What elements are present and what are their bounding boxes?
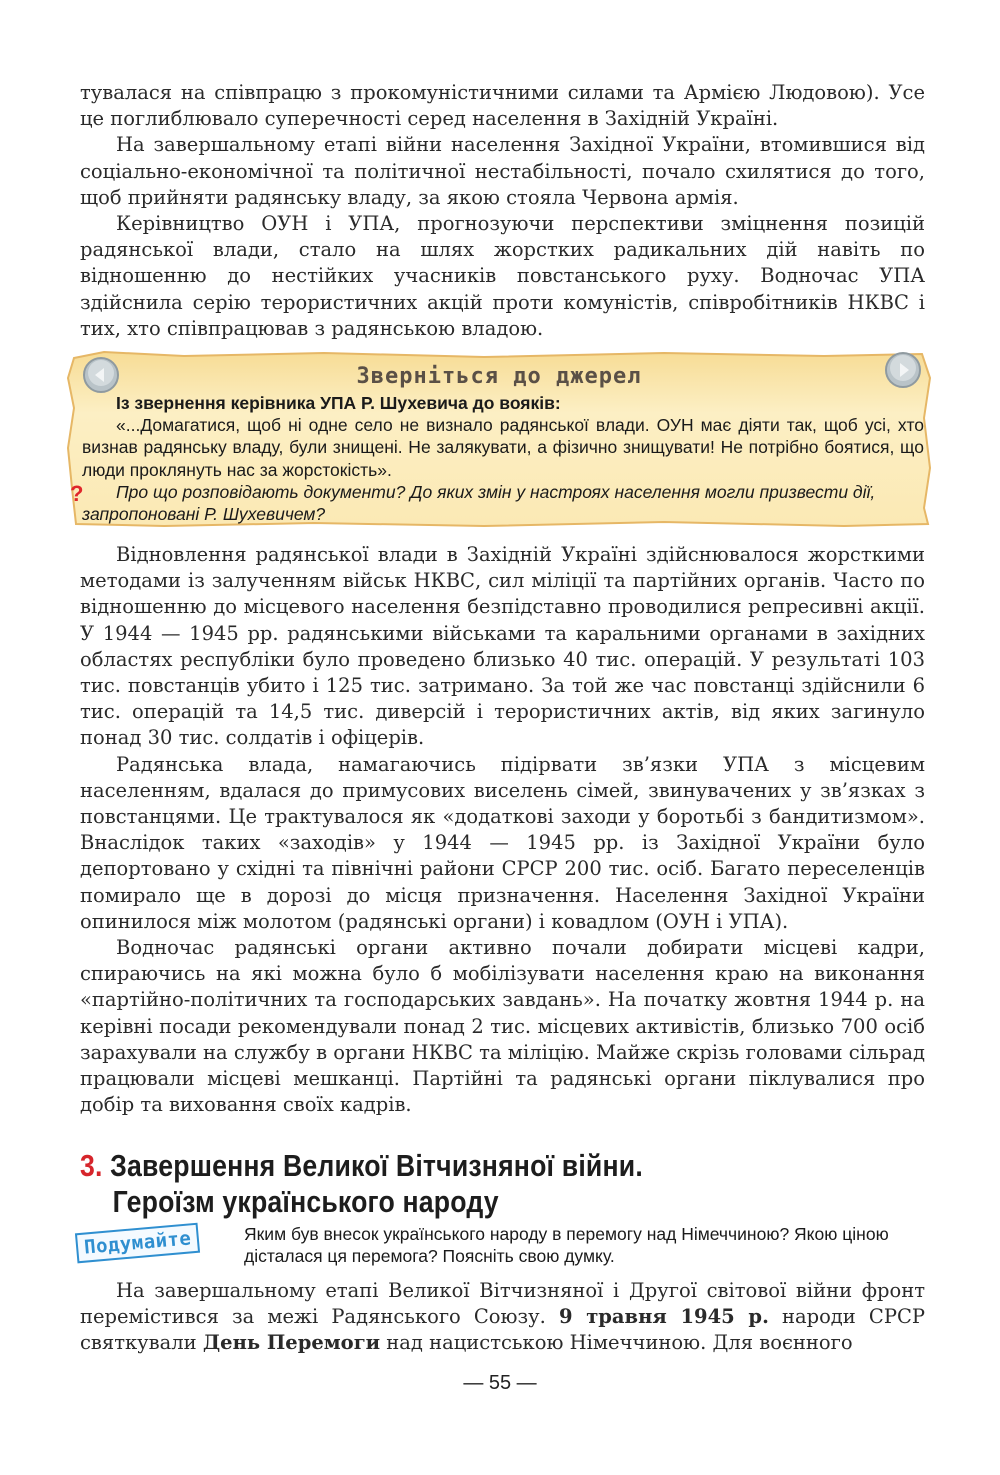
text-run: народи СРСР святкували: [80, 1305, 925, 1355]
text-run: над нацистською Німеччиною. Для воєнного: [380, 1331, 853, 1355]
paragraph: Керівництво ОУН і УПА, прогнозуючи перспективи зміцнення позицій радянської влади, стало на шлях жорстких радикальних дій навіть по відношенню до нестійких учасників повстанського руху. Водночас УПА здійснила серію терористичних акцій проти комуністів, співробітників НКВС і тих, хто співпрацював з радянською владою.: [80, 212, 925, 340]
source-quote: «...Домагатися, щоб ні одне село не визнало радянської влади. ОУН має діяти так, щоб усі, хто визнав радянську владу, були знищені. Не залякувати, а фізично знищувати! Не потрібно боятися, що люди проклянуть нас за жорстокість».: [82, 415, 924, 480]
prev-arrow-icon: [81, 355, 121, 395]
paragraph: Водночас радянські органи активно почали добирати місцеві кадри, спираючись на які можна було б мобілізувати населення краю на виконання «партійно-політичних та господарських завдань». На початку жовтня 1944 р. на керівні посади рекомендували понад 2 тис. місцевих активістів, близько 700 осіб зарахували на службу в органи НКВС та міліцію. Майже скрізь головами сільрад працювали місцеві мешканці. Партійні та радянські органи піклувалися про добір та виховання своїх кадрів.: [80, 936, 925, 1117]
question-mark-icon: ?: [70, 481, 84, 506]
source-heading: Із звернення керівника УПА Р. Шухевича до вояків:: [116, 393, 561, 413]
paragraph: Відновлення радянської влади в Західній Україні здійснювалося жорсткими методами із залученням військ НКВС, сил міліції та партійних органів. Часто по відношенню до місцевого населення безпідставно проводилися репресивні акції. У 1944 — 1945 рр. радянськими військами та каральними органами в західних областях республіки було проведено близько 40 тис. операцій. У результаті 103 тис. повстанців убито і 125 тис. затримано. За той же час повстанці здійснили 6 тис. операцій та 14,5 тис. диверсій і терористичних актів, від яких загинуло понад 30 тис. солдатів і офіцерів.: [80, 543, 925, 750]
source-box: [64, 348, 934, 530]
source-content: [82, 392, 924, 525]
think-question: Яким був внесок українського народу в перемогу над Німеччиною? Якою ціною дісталася ця перемога? Поясніть свою думку.: [244, 1224, 889, 1266]
section-heading: [80, 1148, 802, 1220]
source-question: Про що розповідають документи? До яких змін у настроях населення могли призвести дії, запропоновані Р. Шухевичем?: [82, 481, 876, 525]
paragraph: На завершальному етапі війни населення Західної України, втомившися від соціально-економічної та політичної нестабільності, почало схилятися до того, щоб прийняти радянську владу, за якою стояла Червона армія.: [80, 133, 925, 209]
source-box-title: Зверніться до джерел: [356, 364, 642, 389]
think-stamp: Подумайте: [75, 1223, 201, 1264]
date-emphasis: 9 травня 1945 р.: [558, 1305, 769, 1329]
next-arrow-icon: [883, 350, 923, 390]
section-title-line-1: Завершення Великої Вітчизняної війни.: [110, 1148, 643, 1183]
page-number: — 55 —: [463, 1372, 537, 1394]
paragraph: [80, 1278, 925, 1357]
victory-day-emphasis: День Перемоги: [202, 1331, 381, 1355]
section-number: 3.: [80, 1148, 103, 1183]
top-text-block: [80, 80, 925, 342]
middle-text-block: [80, 542, 925, 1118]
paragraph: Радянська влада, намагаючись підірвати зв’язки УПА з місцевим населенням, вдалася до примусових виселень сімей, звинувачених у зв’язках з повстанцями. Це трактувалося як «додаткові заходи у боротьбі з бандитизмом». Внаслідок таких «заходів» у 1944 — 1945 рр. із Західної України було депортовано у східні та північні райони СРСР 200 тис. осіб. Багато переселенців помирало ще в дорозі до місця призначення. Населення Західної України опинилося між молотом (радянські органи) і ковадлом (ОУН і УПА).: [80, 752, 925, 933]
section-title-line-2: Героїзм українського народу: [112, 1184, 499, 1219]
bottom-text-block: [80, 1278, 925, 1357]
text-run: На завершальному етапі Великої Вітчизняної і Другої світової війни фронт перемістився за межі Радянського Союзу.: [80, 1279, 925, 1329]
paragraph: тувалася на співпрацю з прокомуністичними силами та Армією Людовою). Усе це поглиблювало суперечності серед населення в Західній Україні.: [80, 81, 925, 131]
